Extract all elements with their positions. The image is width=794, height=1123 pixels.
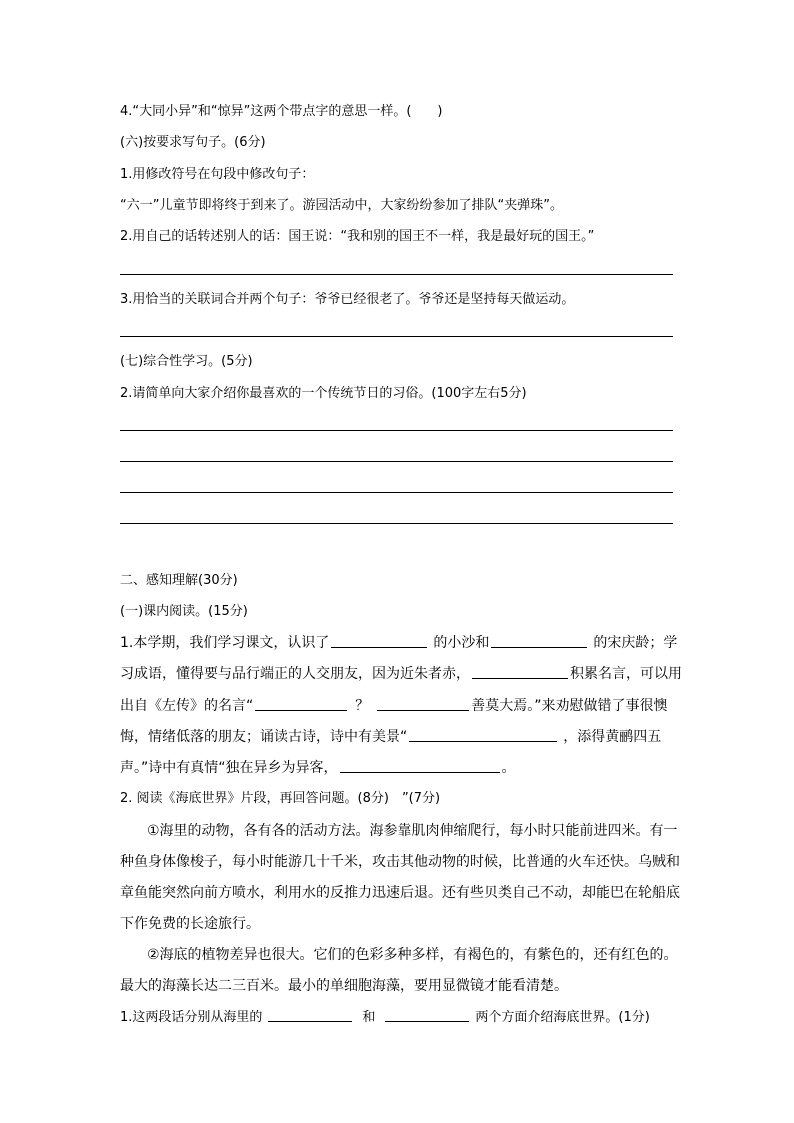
fill-text: 善莫大焉。”来劝慰做错了事很懊 [471, 698, 668, 714]
fill-blank[interactable] [385, 1020, 469, 1022]
passage-line: ②海底的植物差异也很大。它们的色彩多种多样，有褐色的，有紫色的，还有红色的。 [147, 947, 678, 963]
answer-line[interactable] [120, 430, 673, 431]
part-2-title: 二、感知理解(30分) [120, 573, 238, 588]
answer-line[interactable] [120, 336, 673, 337]
fill-line-1 [120, 636, 677, 650]
fill-line-3 [120, 699, 668, 713]
section-6-title: (六)按要求写句子。(6分) [120, 135, 266, 150]
fill-text: ，添得黄鹂四五 [563, 729, 662, 745]
fill-text: 习成语，懂得要与品行端正的人交朋友，因为近朱者赤， [120, 666, 470, 682]
section-6-q2: 2.用自己的话转述别人的话：国王说：“我和别的国王不一样，我是最好玩的国王。” [120, 229, 595, 244]
fill-blank[interactable] [268, 1020, 352, 1022]
passage-line: 种鱼身体像梭子，每小时能游几十千米，攻击其他动物的时候，比普通的火车还快。乌贼和 [120, 854, 680, 870]
fill-line-2 [120, 667, 682, 681]
part-2-subsection-1: (一)课内阅读。(15分) [120, 604, 248, 619]
fill-text: 。 [501, 760, 516, 776]
fill-blank[interactable] [472, 677, 568, 679]
fill-blank[interactable] [377, 709, 469, 711]
answer-line[interactable] [120, 274, 673, 275]
question-text: 1.这两段话分别从海里的 [120, 1010, 263, 1025]
reading-q2-sub1 [120, 1011, 650, 1024]
fill-text: ？ [355, 698, 370, 714]
fill-text: 悔，情绪低落的朋友；诵读古诗，诗中有美景“ [120, 729, 408, 745]
question-text: 两个方面介绍海底世界。(1分) [475, 1010, 650, 1025]
passage-line: 下作免费的长途旅行。 [120, 916, 260, 932]
section-6-q1-text: “六一”儿童节即将终于到来了。游园活动中，大家纷纷参加了排队“夹弹珠”。 [120, 198, 563, 213]
fill-blank[interactable] [340, 771, 500, 773]
answer-line[interactable] [120, 461, 673, 462]
fill-text: 1.本学期，我们学习课文，认识了 [120, 635, 330, 651]
fill-text: 的小沙和 [433, 635, 490, 651]
fill-text: 的宋庆龄；学 [593, 635, 678, 651]
fill-blank[interactable] [409, 740, 557, 742]
q4-true-false: 4.“大同小异”和“惊异”这两个带点字的意思一样。( ) [120, 104, 443, 119]
fill-blank[interactable] [491, 646, 587, 648]
fill-line-4 [120, 730, 661, 744]
question-text: 和 [362, 1010, 376, 1025]
fill-text: 积累名言，可以用 [570, 666, 682, 682]
fill-text: 声。”诗中有真情“独在异乡为异客， [120, 760, 338, 776]
answer-line[interactable] [120, 523, 673, 524]
fill-blank[interactable] [331, 646, 427, 648]
reading-q2-title: 2. 阅读《海底世界》片段，再回答问题。(8分) ”(7分) [120, 791, 441, 806]
section-6-q1: 1.用修改符号在句段中修改句子： [120, 167, 315, 182]
passage-line: 最大的海藻长达二三百米。最小的单细胞海藻，要用显微镜才能看清楚。 [120, 978, 568, 994]
section-7-q2: 2.请简单向大家介绍你最喜欢的一个传统节日的习俗。(100字左右5分) [120, 386, 527, 401]
section-6-q3: 3.用恰当的关联词合并两个句子：爷爷已经很老了。爷爷还是坚持每天做运动。 [120, 292, 575, 307]
answer-line[interactable] [120, 492, 673, 493]
fill-blank[interactable] [255, 709, 347, 711]
passage-line: 章鱼能突然向前方喷水，利用水的反推力迅速后退。还有些贝类自己不动，却能巴在轮船底 [120, 885, 680, 901]
section-7-title: (七)综合性学习。(5分) [120, 354, 253, 369]
fill-line-5 [120, 761, 516, 775]
passage-line: ①海里的动物，各有各的活动方法。海参靠肌肉伸缩爬行，每小时只能前进四米。有一 [147, 823, 678, 839]
fill-text: 出自《左传》的名言“ [120, 698, 254, 714]
